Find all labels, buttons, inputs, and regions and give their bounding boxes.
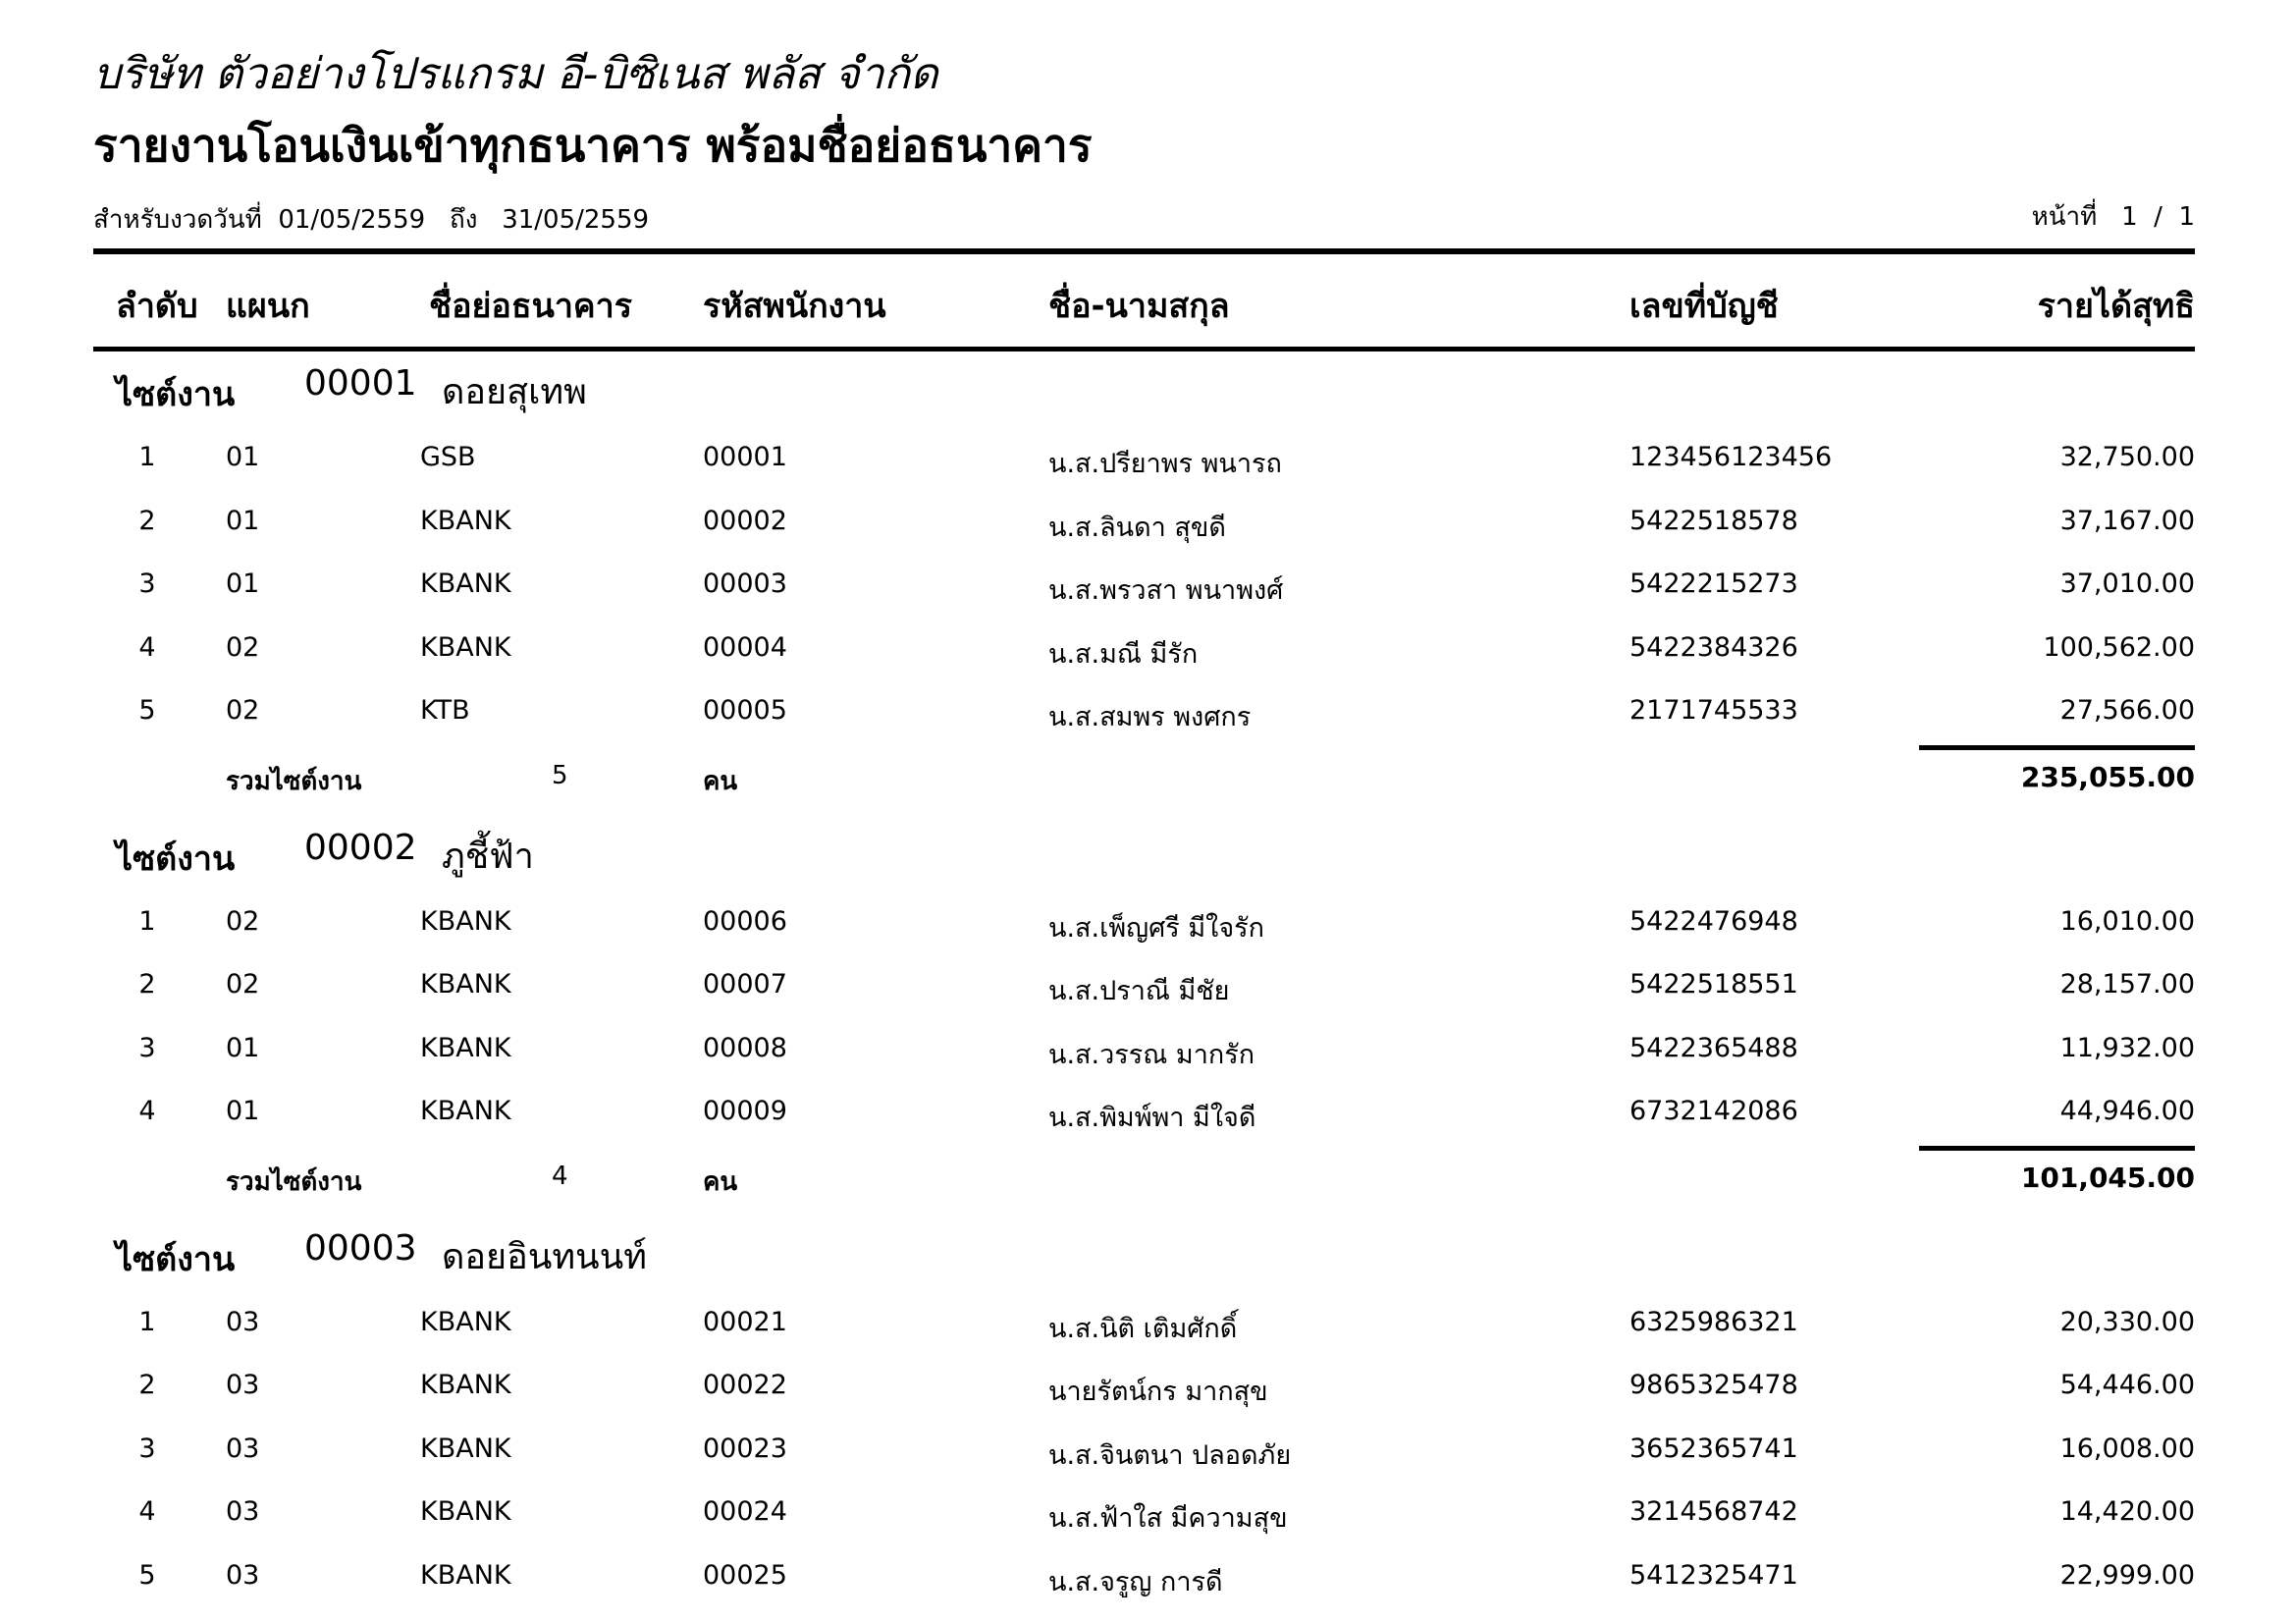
table-row xyxy=(0,506,2296,549)
table-row xyxy=(0,1370,2296,1413)
row-emp-code: 00022 xyxy=(703,1370,787,1400)
page-number xyxy=(2032,196,2195,237)
row-account: 3214568742 xyxy=(1629,1496,1798,1527)
subtotal-row xyxy=(0,1162,2296,1201)
table-row xyxy=(0,1560,2296,1603)
row-seq: 1 xyxy=(138,905,156,937)
row-account: 5422476948 xyxy=(1629,905,1798,937)
row-net: 11,932.00 xyxy=(2059,1032,2195,1063)
section-header xyxy=(0,363,2296,412)
row-dept: 01 xyxy=(226,442,260,472)
table-row xyxy=(0,1496,2296,1540)
row-seq: 3 xyxy=(138,1032,156,1063)
header-top-rule xyxy=(93,248,2195,254)
section-name: ดอยสุเทพ xyxy=(442,372,587,412)
row-bank: KBANK xyxy=(420,631,511,663)
section-name: ดอยอินทนนท์ xyxy=(442,1236,648,1277)
row-dept: 03 xyxy=(226,1496,260,1527)
row-bank: GSB xyxy=(420,442,476,472)
page-total: 1 xyxy=(2178,202,2195,232)
row-bank: KBANK xyxy=(420,1032,511,1063)
row-name: น.ส.นิติ เติมศักดิ์ xyxy=(1048,1313,1238,1344)
section-code: 00003 xyxy=(304,1227,417,1269)
row-net: 100,562.00 xyxy=(2043,631,2195,663)
header-bottom-rule xyxy=(93,347,2195,352)
row-account: 2171745533 xyxy=(1629,695,1798,726)
section-code: 00001 xyxy=(304,363,417,404)
subtotal-unit: คน xyxy=(703,766,738,796)
subtotal-label: รวมไซต์งาน xyxy=(226,766,362,796)
row-account: 5422518578 xyxy=(1629,505,1798,536)
row-account: 3652365741 xyxy=(1629,1433,1798,1464)
row-net: 16,010.00 xyxy=(2059,905,2195,937)
row-name: น.ส.ปรียาพร พนารถ xyxy=(1048,449,1282,479)
row-emp-code: 00005 xyxy=(703,695,787,726)
subtotal-count: 5 xyxy=(552,760,568,790)
section-header xyxy=(0,828,2296,877)
subtotal-amount: 101,045.00 xyxy=(2020,1161,2195,1194)
row-seq: 2 xyxy=(138,505,156,536)
subtotal-count: 4 xyxy=(552,1161,568,1191)
row-name: น.ส.มณี มีรัก xyxy=(1048,638,1199,670)
row-net: 32,750.00 xyxy=(2059,442,2195,472)
table-row xyxy=(0,695,2296,738)
row-seq: 2 xyxy=(138,1370,156,1400)
row-seq: 4 xyxy=(138,1096,156,1126)
row-bank: KBANK xyxy=(420,969,511,1000)
subtotal-amount: 235,055.00 xyxy=(2020,760,2195,793)
row-seq: 1 xyxy=(138,442,156,472)
row-account: 6732142086 xyxy=(1629,1096,1798,1126)
row-bank: KBANK xyxy=(420,568,511,599)
row-account: 5422518551 xyxy=(1629,969,1798,1000)
section-header xyxy=(0,1228,2296,1277)
row-emp-code: 00021 xyxy=(703,1306,787,1337)
row-bank: KBANK xyxy=(420,1370,511,1400)
row-name: น.ส.ลินดา สุขดี xyxy=(1048,512,1226,543)
row-net: 20,330.00 xyxy=(2059,1306,2195,1337)
row-bank: KBANK xyxy=(420,1433,511,1464)
table-row xyxy=(0,969,2296,1012)
row-dept: 02 xyxy=(226,631,260,663)
page-sep: / xyxy=(2154,202,2163,232)
period-to: 31/05/2559 xyxy=(502,205,650,235)
section-name: ภูชี้ฟ้า xyxy=(442,836,534,877)
row-emp-code: 00001 xyxy=(703,442,787,472)
row-bank: KBANK xyxy=(420,905,511,937)
row-account: 5422215273 xyxy=(1629,568,1798,599)
row-account: 5422365488 xyxy=(1629,1032,1798,1063)
row-bank: KTB xyxy=(420,695,470,726)
row-emp-code: 00003 xyxy=(703,568,787,599)
row-bank: KBANK xyxy=(420,1096,511,1126)
row-emp-code: 00008 xyxy=(703,1032,787,1063)
row-name: น.ส.เพ็ญศรี มีใจรัก xyxy=(1048,912,1265,944)
col-seq: ลำดับ xyxy=(116,287,198,326)
subtotal-rule xyxy=(1919,745,2195,750)
row-bank: KBANK xyxy=(420,505,511,536)
row-net: 44,946.00 xyxy=(2059,1096,2195,1126)
row-name: น.ส.พรวสา พนาพงศ์ xyxy=(1048,575,1284,606)
col-name: ชื่อ-นามสกุล xyxy=(1048,287,1230,326)
row-seq: 5 xyxy=(138,695,156,726)
row-dept: 03 xyxy=(226,1433,260,1464)
row-seq: 4 xyxy=(138,1496,156,1527)
row-name: น.ส.สมพร พงศกร xyxy=(1048,702,1252,732)
row-seq: 2 xyxy=(138,969,156,1000)
company-name: บริษัท ตัวอย่างโปรแกรม อี-บิซิเนส พลัส จำกัด xyxy=(93,49,938,99)
row-dept: 03 xyxy=(226,1559,260,1591)
col-emp-code: รหัสพนักงาน xyxy=(703,287,886,326)
row-dept: 01 xyxy=(226,1032,260,1063)
row-emp-code: 00004 xyxy=(703,631,787,663)
table-row xyxy=(0,1434,2296,1477)
report-period xyxy=(93,199,649,240)
period-from: 01/05/2559 xyxy=(278,205,426,235)
row-dept: 02 xyxy=(226,905,260,937)
row-net: 28,157.00 xyxy=(2059,969,2195,1000)
subtotal-rule xyxy=(1919,1146,2195,1151)
row-net: 27,566.00 xyxy=(2059,695,2195,726)
row-emp-code: 00002 xyxy=(703,505,787,536)
table-row xyxy=(0,1033,2296,1076)
row-account: 123456123456 xyxy=(1629,442,1833,472)
row-bank: KBANK xyxy=(420,1306,511,1337)
report-title: รายงานโอนเงินเข้าทุกธนาคาร พร้อมชื่อย่อธนาคาร xyxy=(93,119,1093,172)
row-dept: 01 xyxy=(226,1096,260,1126)
section-label: ไซต์งาน xyxy=(116,1239,236,1279)
row-name: นายรัตน์กร มากสุข xyxy=(1048,1377,1268,1407)
table-row xyxy=(0,632,2296,676)
row-net: 37,167.00 xyxy=(2059,505,2195,536)
col-bank: ชื่อย่อธนาคาร xyxy=(429,287,633,326)
table-row xyxy=(0,1096,2296,1139)
row-net: 37,010.00 xyxy=(2059,568,2195,599)
row-dept: 01 xyxy=(226,505,260,536)
col-account: เลขที่บัญชี xyxy=(1629,287,1779,326)
period-label: สำหรับงวดวันที่ xyxy=(93,205,262,235)
column-header xyxy=(0,279,2296,328)
row-name: น.ส.พิมพ์พา มีใจดี xyxy=(1048,1103,1256,1133)
row-net: 14,420.00 xyxy=(2059,1496,2195,1527)
row-name: น.ส.ปราณี มีชัย xyxy=(1048,976,1230,1006)
row-net: 54,446.00 xyxy=(2059,1370,2195,1400)
row-account: 9865325478 xyxy=(1629,1370,1798,1400)
table-row xyxy=(0,568,2296,612)
row-bank: KBANK xyxy=(420,1559,511,1591)
row-seq: 1 xyxy=(138,1306,156,1337)
row-name: น.ส.ฟ้าใส มีความสุข xyxy=(1048,1503,1288,1534)
row-emp-code: 00023 xyxy=(703,1433,787,1464)
row-emp-code: 00024 xyxy=(703,1496,787,1527)
section-label: ไซต์งาน xyxy=(116,375,236,414)
col-dept: แผนก xyxy=(226,287,310,326)
section-code: 00002 xyxy=(304,827,417,868)
subtotal-label: รวมไซต์งาน xyxy=(226,1166,362,1197)
row-net: 22,999.00 xyxy=(2059,1559,2195,1591)
row-name: น.ส.จรูญ การดี xyxy=(1048,1566,1223,1597)
row-net: 16,008.00 xyxy=(2059,1433,2195,1464)
row-emp-code: 00009 xyxy=(703,1096,787,1126)
period-to-label: ถึง xyxy=(449,205,478,235)
row-emp-code: 00007 xyxy=(703,969,787,1000)
row-account: 5412325471 xyxy=(1629,1559,1798,1591)
col-net: รายได้สุทธิ xyxy=(2037,287,2195,326)
row-seq: 3 xyxy=(138,568,156,599)
row-seq: 4 xyxy=(138,631,156,663)
row-seq: 5 xyxy=(138,1559,156,1591)
subtotal-row xyxy=(0,761,2296,800)
table-row xyxy=(0,1307,2296,1350)
row-seq: 3 xyxy=(138,1433,156,1464)
row-dept: 03 xyxy=(226,1306,260,1337)
row-dept: 03 xyxy=(226,1370,260,1400)
table-row xyxy=(0,442,2296,485)
page-label: หน้าที่ xyxy=(2031,202,2098,232)
row-bank: KBANK xyxy=(420,1496,511,1527)
row-account: 5422384326 xyxy=(1629,631,1798,663)
row-account: 6325986321 xyxy=(1629,1306,1798,1337)
row-emp-code: 00006 xyxy=(703,905,787,937)
row-emp-code: 00025 xyxy=(703,1559,787,1591)
page-current: 1 xyxy=(2121,202,2138,232)
row-name: น.ส.วรรณ มากรัก xyxy=(1048,1039,1255,1070)
table-row xyxy=(0,906,2296,949)
section-label: ไซต์งาน xyxy=(116,839,236,879)
row-dept: 01 xyxy=(226,568,260,599)
subtotal-unit: คน xyxy=(703,1166,738,1197)
row-dept: 02 xyxy=(226,695,260,726)
row-dept: 02 xyxy=(226,969,260,1000)
row-name: น.ส.จินตนา ปลอดภัย xyxy=(1048,1439,1292,1471)
